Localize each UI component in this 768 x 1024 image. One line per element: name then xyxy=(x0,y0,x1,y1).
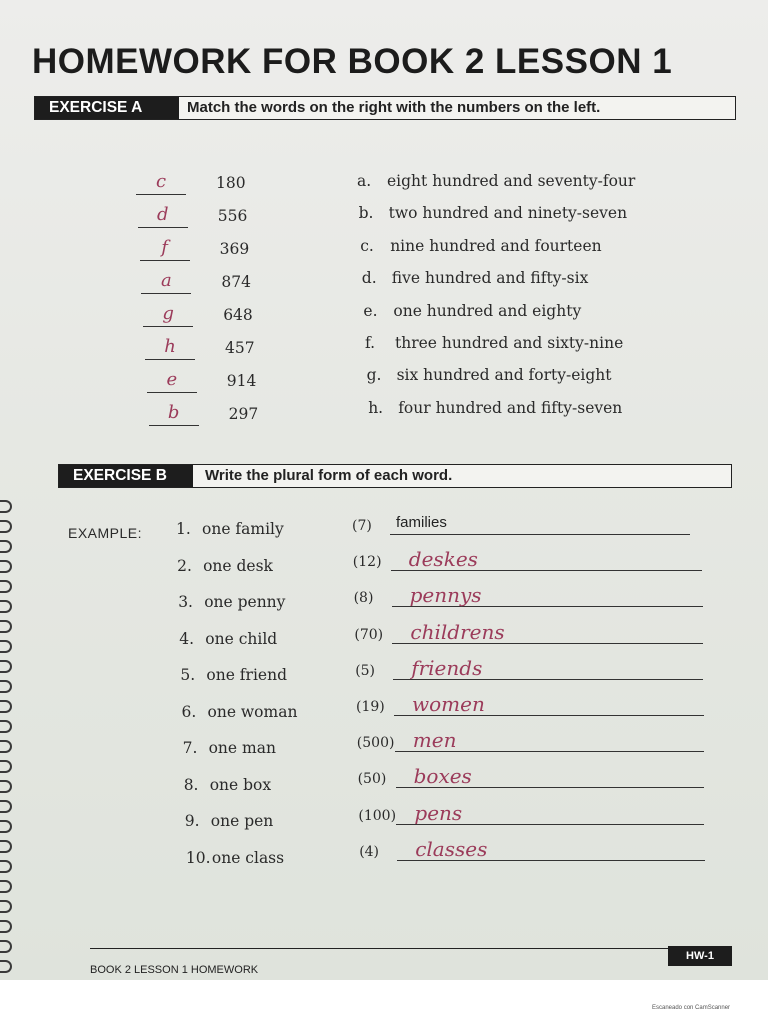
spiral-ring xyxy=(0,740,12,753)
spiral-ring xyxy=(0,960,12,973)
option-text: three hundred and sixty-nine xyxy=(395,334,624,352)
exercise-a-header xyxy=(34,96,736,120)
example-answer: families xyxy=(390,514,690,535)
item-number: 10. xyxy=(185,848,211,867)
answer-blank[interactable]: a xyxy=(141,271,191,294)
option-letter: d. xyxy=(361,269,377,288)
answer-blank[interactable]: e xyxy=(147,370,197,393)
item-word: one box xyxy=(209,775,272,794)
answer-line[interactable]: childrens xyxy=(392,623,703,644)
item-number: 7. xyxy=(182,739,198,757)
example-label: EXAMPLE: xyxy=(68,525,143,541)
option-text: five hundred and fifty-six xyxy=(391,269,589,288)
item-number: 3. xyxy=(178,593,193,611)
number-value: 180 xyxy=(216,174,246,192)
spiral-ring xyxy=(0,620,12,633)
spiral-ring xyxy=(0,500,12,513)
footer-text: BOOK 2 LESSON 1 HOMEWORK xyxy=(90,964,259,976)
answer-line[interactable]: classes xyxy=(397,840,705,861)
option-letter: a. xyxy=(357,172,372,190)
option-letter: c. xyxy=(360,236,374,255)
answer-line[interactable]: boxes xyxy=(396,767,705,788)
spiral-ring xyxy=(0,660,12,673)
item-number: 5. xyxy=(180,666,196,684)
item-number: 9. xyxy=(184,812,200,830)
spiral-ring xyxy=(0,880,12,893)
spiral-ring xyxy=(0,780,12,793)
number-value: 874 xyxy=(221,273,251,291)
option-letter: g. xyxy=(366,366,382,385)
spiral-ring xyxy=(0,840,12,853)
item-word: one penny xyxy=(204,593,286,611)
spiral-ring xyxy=(0,940,12,953)
item-word: one man xyxy=(208,739,276,757)
number-value: 556 xyxy=(217,207,248,225)
spiral-ring xyxy=(0,800,12,813)
option-text: four hundred and fifty-seven xyxy=(398,398,623,417)
item-count: (19) xyxy=(356,699,385,715)
answer-line[interactable]: friends xyxy=(393,659,703,680)
scanner-watermark: Escaneado con CamScanner xyxy=(652,1005,731,1011)
exercise-b-instruction: Write the plural form of each word. xyxy=(205,467,453,484)
number-value: 914 xyxy=(226,372,257,390)
option-letter: b. xyxy=(358,204,374,223)
item-number: 4. xyxy=(179,629,195,648)
spiral-ring xyxy=(0,640,12,653)
answer-line[interactable]: deskes xyxy=(391,550,703,571)
answer-blank[interactable]: d xyxy=(138,205,188,228)
answer-line[interactable]: pennys xyxy=(392,586,703,607)
item-number: 2. xyxy=(177,556,192,575)
spiral-ring xyxy=(0,900,12,913)
answer-blank[interactable]: g xyxy=(143,304,193,327)
answer-blank[interactable]: f xyxy=(140,238,190,261)
spiral-ring xyxy=(0,540,12,553)
option-text: nine hundred and fourteen xyxy=(390,236,602,255)
item-count: (50) xyxy=(357,771,387,788)
item-count: (5) xyxy=(355,662,376,679)
option-text: eight hundred and seventy-four xyxy=(387,172,636,190)
number-value: 648 xyxy=(223,306,253,324)
option-text: six hundred and forty-eight xyxy=(396,366,612,385)
item-number: 1. xyxy=(176,520,191,538)
page-title: HOMEWORK FOR BOOK 2 LESSON 1 xyxy=(32,42,673,81)
answer-blank[interactable]: h xyxy=(145,337,195,360)
option-text: two hundred and ninety-seven xyxy=(388,204,628,223)
spiral-ring xyxy=(0,820,12,833)
item-word: one child xyxy=(205,629,278,648)
footer-rule xyxy=(90,948,730,965)
item-count: (4) xyxy=(359,843,380,860)
exercise-b-header xyxy=(58,464,732,488)
item-word: one desk xyxy=(203,556,273,575)
item-count: (8) xyxy=(353,590,374,607)
item-word: one friend xyxy=(206,666,287,684)
option-text: one hundred and eighty xyxy=(393,301,582,320)
item-count: (100) xyxy=(358,807,397,824)
spiral-binding xyxy=(0,500,14,980)
number-value: 457 xyxy=(225,339,255,357)
item-count: (12) xyxy=(352,554,382,571)
exercise-a-instruction: Match the words on the right with the numbers on the left. xyxy=(187,99,601,116)
item-number: 8. xyxy=(183,775,199,794)
spiral-ring xyxy=(0,720,12,733)
spiral-ring xyxy=(0,860,12,873)
spiral-ring xyxy=(0,680,12,693)
spiral-ring xyxy=(0,920,12,933)
spiral-ring xyxy=(0,760,12,773)
spiral-ring xyxy=(0,560,12,573)
item-count: (70) xyxy=(354,626,384,643)
answer-line[interactable]: women xyxy=(394,695,704,716)
number-value: 369 xyxy=(219,240,250,258)
item-count: (500) xyxy=(356,735,395,752)
answer-blank[interactable]: b xyxy=(149,403,199,426)
item-number: 6. xyxy=(181,702,197,721)
exercise-a-label: EXERCISE A xyxy=(35,97,179,119)
spiral-ring xyxy=(0,600,12,613)
spiral-ring xyxy=(0,700,12,713)
answer-line[interactable]: men xyxy=(395,731,704,752)
option-letter: h. xyxy=(368,398,384,417)
item-word: one family xyxy=(202,520,284,538)
item-count: (7) xyxy=(352,518,372,534)
exercise-b-label: EXERCISE B xyxy=(59,465,193,487)
page-badge: HW-1 xyxy=(668,946,732,966)
item-word: one class xyxy=(211,848,285,867)
option-letter: e. xyxy=(363,301,378,320)
spiral-ring xyxy=(0,580,12,593)
number-value: 297 xyxy=(228,405,259,423)
spiral-ring xyxy=(0,520,12,533)
answer-line[interactable]: pens xyxy=(396,804,704,825)
item-word: one pen xyxy=(210,812,274,830)
answer-blank[interactable]: c xyxy=(136,172,186,195)
item-word: one woman xyxy=(207,702,298,721)
option-letter: f. xyxy=(365,334,376,352)
